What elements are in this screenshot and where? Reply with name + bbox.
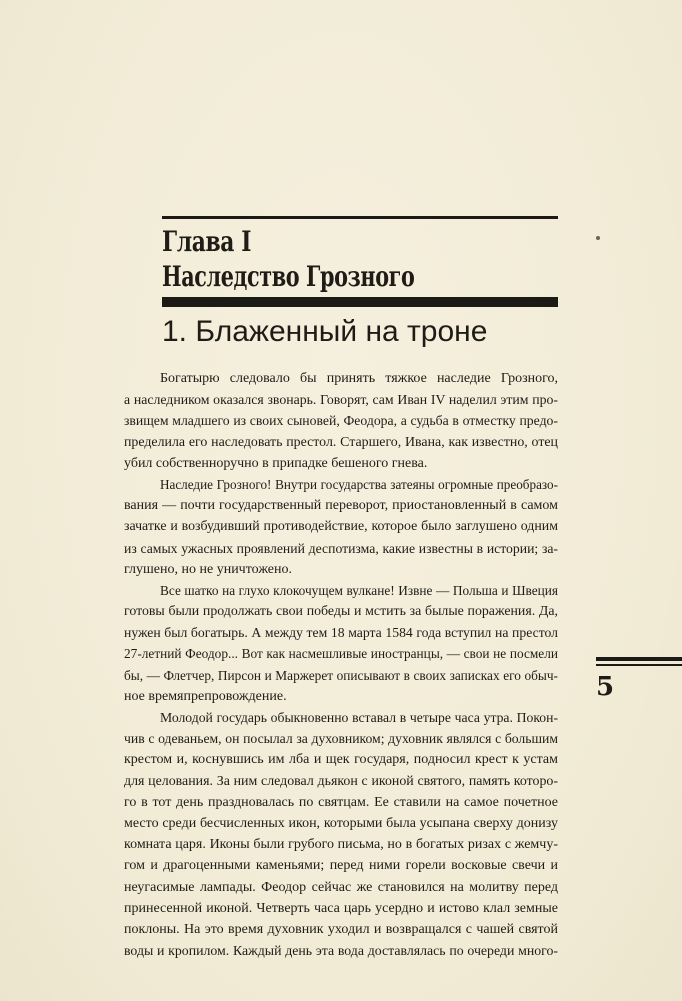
page-number-rule-thick bbox=[596, 657, 682, 661]
body-line: из самых ужасных проявлений деспотизма, какие известны в истории; за- bbox=[124, 540, 558, 556]
chapter-top-rule bbox=[162, 216, 558, 219]
body-line: поклоны. На это время духовник уходил и возвращался с чашей святой bbox=[124, 921, 558, 937]
body-line: Наследие Грозного! Внутри государства затеяны огромные преобразо- bbox=[160, 476, 558, 492]
body-line: воды и кропилом. Каждый день эта вода доставлялась по очереди много- bbox=[124, 943, 558, 959]
page-number-rule-thin bbox=[596, 664, 682, 666]
body-line: бы, — Флетчер, Пирсон и Маржерет описывают в своих записках его обыч- bbox=[124, 667, 558, 683]
body-line: 27-летний Феодор... Вот как насмешливые иностранцы, — свои не посмели bbox=[124, 646, 558, 662]
body-line: для целования. За ним следовал дьякон с иконой святого, память которо- bbox=[124, 773, 558, 789]
paper-speck bbox=[596, 236, 600, 240]
page-number-rules bbox=[596, 657, 682, 666]
body-line: гом и драгоценными каменьями; перед ними горели восковые свечи и bbox=[124, 858, 558, 874]
section-title: 1. Блаженный на троне bbox=[162, 315, 488, 348]
body-line: а наследником оказался звонарь. Говорят, сам Иван IV наделил этим про- bbox=[124, 392, 558, 408]
chapter-title: Наследство Грозного bbox=[162, 260, 415, 293]
body-line: звищем младшего из своих сыновей, Феодора, а судьба в отместку предо- bbox=[124, 413, 558, 429]
body-line: зачатке и возбудивший противодействие, которое было заглушено одним bbox=[124, 519, 558, 535]
chapter-label: Глава I bbox=[162, 225, 252, 258]
body-line: неугасимые лампады. Феодор сейчас же становился на молитву перед bbox=[124, 879, 558, 895]
body-line: комната царя. Иконы были грубого письма, но в богатых ризах с жемчу- bbox=[124, 837, 558, 853]
body-line: убил собственноручно в припадке бешеного гнева. bbox=[124, 455, 428, 471]
page-number: 5 bbox=[596, 672, 615, 702]
body-line: крестом и, коснувшись им лба и щек государя, подносил крест к устам bbox=[124, 752, 558, 768]
body-line: принесенной иконой. Четверть часа царь усердно и истово клал земные bbox=[124, 900, 558, 916]
body-line: вания — почти государственный переворот, приостановленный в самом bbox=[124, 498, 558, 514]
body-line: Все шатко на глухо клокочущем вулкане! Извне — Польша и Швеция bbox=[160, 582, 558, 598]
body-line: Богатырю следовало бы принять тяжкое наследие Грозного, bbox=[160, 371, 558, 386]
body-line: пределила его наследовать престол. Старшего, Ивана, как известно, отец bbox=[124, 434, 558, 450]
body-text bbox=[124, 368, 558, 961]
body-line: готовы были продолжать свои победы и мстить за былые поражения. Да, bbox=[124, 604, 558, 620]
chapter-thick-rule bbox=[162, 297, 558, 307]
body-line: нужен был богатырь. А между тем 18 марта 1584 года вступил на престол bbox=[124, 625, 558, 641]
body-line: чив с одеваньем, он посылал за духовником; духовник являлся с большим bbox=[124, 731, 558, 747]
body-line: место среди бесчисленных икон, которыми была усыпана сверху донизу bbox=[124, 815, 558, 831]
body-line: ное времяпрепровождение. bbox=[124, 688, 287, 704]
body-line: го в тот день праздновалась по святцам. Ее ставили на самое почетное bbox=[124, 794, 558, 810]
body-line: Молодой государь обыкновенно вставал в четыре часа утра. Покон- bbox=[160, 710, 558, 725]
body-line: глушено, но не уничтожено. bbox=[124, 561, 293, 577]
